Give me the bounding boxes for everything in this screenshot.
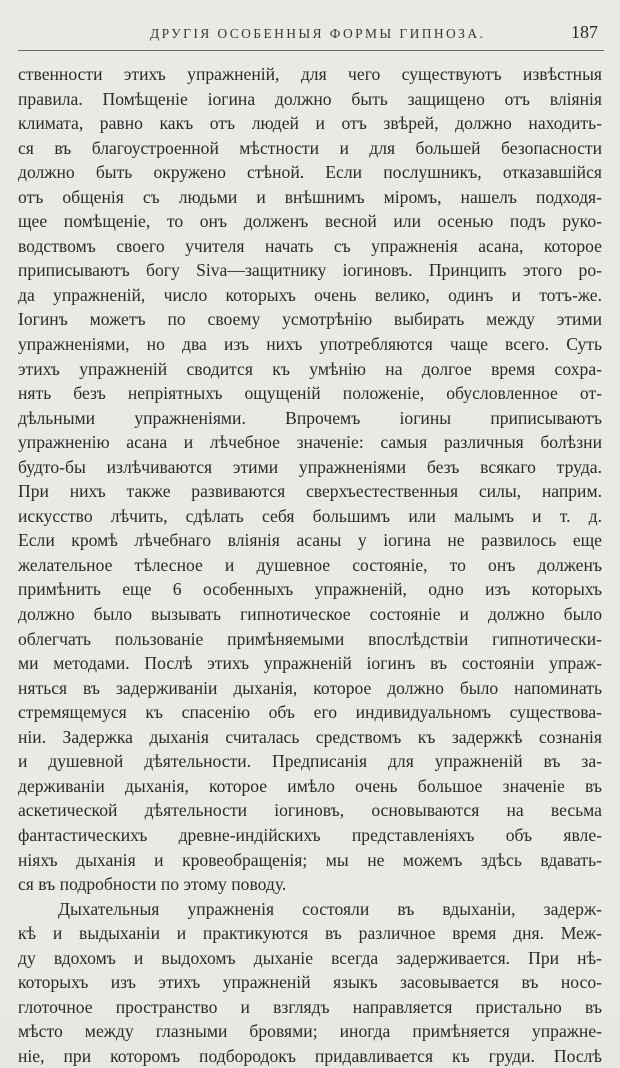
paragraph-end-line: ся въ подробности по этому поводу. — [18, 874, 287, 895]
page-header — [20, 20, 606, 48]
text-line: ся въ благоустроенной мѣстности и для большей безопасности — [18, 137, 602, 158]
running-title: ДРУГІЯ ОСОБЕННЫЯ ФОРМЫ ГИПНОЗА. — [150, 26, 486, 41]
text-line: Іогинъ можетъ по своему усмотрѣнію выбирать между этими — [18, 309, 602, 330]
text-line: нять безъ непріятныхъ ощущеній положеніе, обусловленное от- — [18, 383, 602, 404]
text-line: глоточное пространство и взглядъ направляется пристально въ — [18, 996, 602, 1017]
text-line: будто-бы излѣчиваются этими упражненіями безъ всякаго труда. — [18, 456, 602, 477]
text-line: ственности этихъ упражненій, для чего существуютъ извѣстныя — [18, 64, 602, 84]
text-line: аскетической дѣятельности іогиновъ, основываются на весьма — [18, 800, 602, 821]
text-line: ніе, при которомъ подбородокъ придавливается къ груди. Послѣ — [18, 1045, 602, 1066]
text-line: фантастическихъ древне-индійскихъ представленіяхъ объ явле- — [18, 824, 602, 845]
header-rule — [18, 50, 604, 51]
text-line: желательное тѣлесное и душевное состояніе, то онъ долженъ — [18, 554, 602, 575]
text-line: и душевной дѣятельности. Предписанія для упражненій въ за- — [18, 751, 602, 772]
text-line: кѣ и выдыханіи и практикуются въ различное время дня. Меж- — [18, 923, 602, 944]
text-line: примѣнить еще 6 особенныхъ упражненій, одно изъ которыхъ — [18, 579, 602, 600]
text-line: няться въ задерживаніи дыханія, которое должно было напоминать — [18, 677, 602, 698]
text-line: упражненію асана и лѣчебное значеніе: самыя различныя болѣзни — [18, 432, 602, 453]
text-line: ду вдохомъ и выдохомъ дыханіе всегда задерживается. При нѣ- — [18, 947, 602, 968]
text-line: Если кромѣ лѣчебнаго вліянія асаны у іогина не развилось еще — [18, 530, 602, 551]
text-line: должно быть окружено стѣной. Если послушникъ, отказавшійся — [18, 162, 602, 183]
paragraph-first-line: Дыхательныя упражненія состояли въ вдыханіи, задерж- — [58, 898, 602, 919]
text-line: которыхъ изъ этихъ упражненій языкъ засовывается въ носо- — [18, 972, 602, 993]
text-line: приписываютъ богу Siva—защитнику іогиновъ. Принципъ этого ро- — [18, 260, 602, 281]
text-line: этихъ упражненій сводится къ умѣнію на долгое время сохра- — [18, 358, 602, 379]
text-line: отъ общенія съ людьми и внѣшнимъ міромъ, нашелъ подходя- — [18, 186, 602, 207]
text-line: ми методами. Послѣ этихъ упражненій іогинъ въ состояніи упраж- — [18, 653, 602, 674]
text-line: облегчать пользованіе примѣняемыми впослѣдствіи гипнотически- — [18, 628, 602, 649]
text-line: мѣсто между глазными бровями; иногда примѣняется упражне- — [18, 1021, 602, 1042]
text-line: искусство лѣчить, сдѣлать себя большимъ или малымъ и т. д. — [18, 505, 602, 526]
text-line: ніи. Задержка дыханія считалась средствомъ къ задержкѣ сознанія — [18, 726, 602, 747]
text-line: держиваніи дыханія, которое имѣло очень большое значеніе въ — [18, 775, 602, 796]
text-line: щее помѣщеніе, то онъ долженъ весной или осенью подъ руко- — [18, 211, 602, 232]
text-line: стремящемуся къ спасенію объ его индивидуальномъ существова- — [18, 702, 602, 723]
text-line: упражненіями, но два изъ нихъ употребляются чаще всего. Суть — [18, 334, 602, 355]
text-line: ніяхъ дыханія и кровеобращенія; мы не можемъ здѣсь вдавать- — [18, 849, 602, 870]
text-line: водствомъ своего учителя начать съ упражненія асана, которое — [18, 235, 602, 256]
text-line: должно было вызывать гипнотическое состояніе и должно было — [18, 604, 602, 625]
page-number: 187 — [571, 22, 598, 42]
body-text — [18, 62, 602, 1068]
text-line: дѣльными упражненіями. Впрочемъ іогины приписываютъ — [18, 407, 602, 428]
text-line: правила. Помѣщеніе іогина должно быть защищено отъ вліянія — [18, 88, 602, 109]
text-line: климата, равно какъ отъ людей и отъ звѣрей, должно находить- — [18, 113, 602, 134]
text-line: При нихъ также развиваются сверхъестественныя силы, наприм. — [18, 481, 602, 502]
text-line: да упражненій, число которыхъ очень велико, одинъ и тотъ-же. — [18, 284, 602, 305]
